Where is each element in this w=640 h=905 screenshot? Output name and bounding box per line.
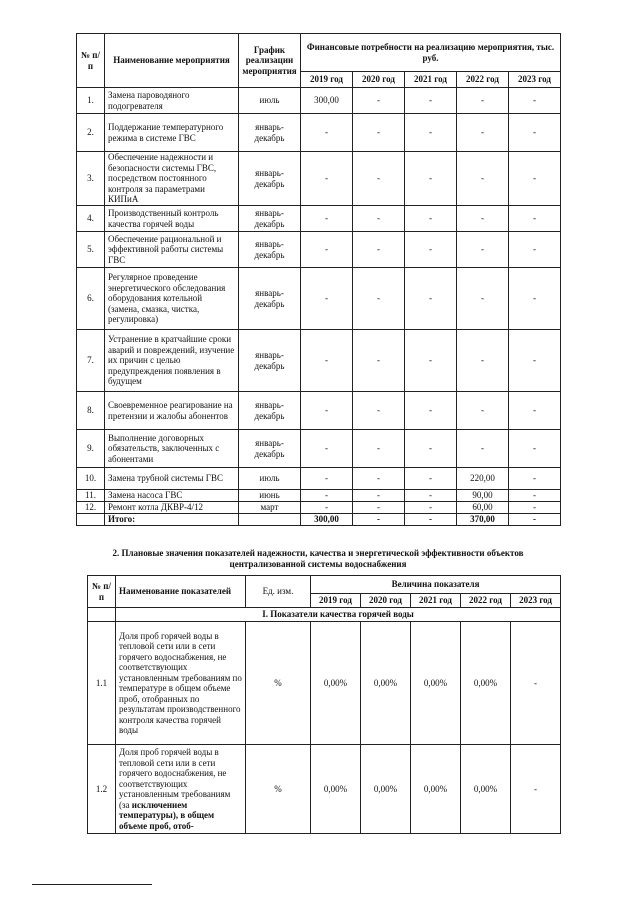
row-value: - bbox=[509, 392, 561, 430]
table-row bbox=[77, 490, 561, 502]
row-value: - bbox=[457, 114, 509, 152]
row-num: 9. bbox=[77, 430, 105, 468]
financial-needs-table bbox=[76, 33, 561, 526]
row-value: - bbox=[353, 490, 405, 502]
row-value: - bbox=[511, 745, 561, 834]
total-value: - bbox=[353, 514, 405, 526]
table-row bbox=[88, 622, 561, 745]
row-value: - bbox=[405, 152, 457, 206]
row-value: 0,00% bbox=[461, 745, 511, 834]
row-schedule: январь-декабрь bbox=[239, 392, 301, 430]
row-value: - bbox=[301, 468, 353, 490]
row-schedule: март bbox=[239, 502, 301, 514]
row-value: 0,00% bbox=[311, 622, 361, 745]
row-name: Замена пароводяного подогревателя bbox=[105, 88, 239, 114]
row-num: 10. bbox=[77, 468, 105, 490]
row-value: - bbox=[301, 206, 353, 232]
row-value: - bbox=[301, 114, 353, 152]
row-schedule: январь-декабрь bbox=[239, 114, 301, 152]
row-value: - bbox=[405, 88, 457, 114]
row-value: 60,00 bbox=[457, 502, 509, 514]
total-num-cell bbox=[77, 514, 105, 526]
row-num: 1.2 bbox=[88, 745, 116, 834]
t1-year: 2022 год bbox=[457, 72, 509, 88]
row-value: - bbox=[405, 468, 457, 490]
row-schedule: январь-декабрь bbox=[239, 268, 301, 330]
row-value: - bbox=[405, 206, 457, 232]
row-value: - bbox=[405, 330, 457, 392]
table-row bbox=[77, 430, 561, 468]
row-value: - bbox=[509, 268, 561, 330]
t1-year: 2023 год bbox=[509, 72, 561, 88]
row-name: Замена трубной системы ГВС bbox=[105, 468, 239, 490]
row-num: 5. bbox=[77, 232, 105, 268]
row-value: - bbox=[301, 430, 353, 468]
row-name bbox=[116, 745, 246, 834]
row-schedule: июль bbox=[239, 468, 301, 490]
t2-year: 2021 год bbox=[411, 594, 461, 608]
row-name: Производственный контроль качества горячей воды bbox=[105, 206, 239, 232]
row-value: - bbox=[405, 268, 457, 330]
row-value: - bbox=[405, 430, 457, 468]
row-value: - bbox=[301, 502, 353, 514]
t2-header-num: № п/п bbox=[88, 576, 116, 608]
row-value: - bbox=[457, 268, 509, 330]
t2-year: 2023 год bbox=[511, 594, 561, 608]
subheader-empty-cell bbox=[88, 608, 116, 622]
row-value: - bbox=[301, 268, 353, 330]
row-schedule: январь-декабрь bbox=[239, 330, 301, 392]
t1-year: 2019 год bbox=[301, 72, 353, 88]
section2-title: 2. Плановые значения показателей надежности, качества и энергетической эффективности объектов централизованной системы водоснабжения bbox=[112, 548, 524, 569]
t2-header-value: Величина показателя bbox=[311, 576, 561, 594]
row-num: 6. bbox=[77, 268, 105, 330]
row-name-bold: исключением температуры), в общем объеме проб, отоб- bbox=[119, 799, 215, 831]
row-value: - bbox=[509, 232, 561, 268]
table-row bbox=[77, 114, 561, 152]
t2-year: 2020 год bbox=[361, 594, 411, 608]
row-value: - bbox=[457, 206, 509, 232]
row-name: Выполнение договорных обязательств, заключенных с абонентами bbox=[105, 430, 239, 468]
t1-header-name: Наименование мероприятия bbox=[105, 34, 239, 88]
row-num: 11. bbox=[77, 490, 105, 502]
table-row bbox=[77, 502, 561, 514]
table-row bbox=[77, 232, 561, 268]
row-value: 90,00 bbox=[457, 490, 509, 502]
row-value: 0,00% bbox=[411, 622, 461, 745]
table-row bbox=[77, 268, 561, 330]
t1-header-schedule: График реализации мероприятия bbox=[239, 34, 301, 88]
table1-header-row bbox=[77, 34, 561, 72]
row-value: - bbox=[457, 392, 509, 430]
row-value: - bbox=[509, 114, 561, 152]
row-value: - bbox=[405, 392, 457, 430]
row-value: - bbox=[405, 502, 457, 514]
row-value: - bbox=[353, 152, 405, 206]
row-num: 1.1 bbox=[88, 622, 116, 745]
row-value: - bbox=[301, 330, 353, 392]
t1-header-finance: Финансовые потребности на реализацию мероприятия, тыс. руб. bbox=[301, 34, 561, 72]
total-schedule-cell bbox=[239, 514, 301, 526]
row-value: - bbox=[301, 232, 353, 268]
row-value: - bbox=[353, 468, 405, 490]
row-num: 1. bbox=[77, 88, 105, 114]
row-value: - bbox=[509, 206, 561, 232]
row-value: - bbox=[353, 268, 405, 330]
total-value: - bbox=[405, 514, 457, 526]
row-name: Обеспечение надежности и безопасности системы ГВС, посредством постоянного контроля за параметрами КИПиА bbox=[105, 152, 239, 206]
row-value: - bbox=[353, 330, 405, 392]
row-value: 0,00% bbox=[361, 622, 411, 745]
row-name: Устранение в кратчайшие сроки аварий и повреждений, изучение их причин с целью предупреждения появления в будущем bbox=[105, 330, 239, 392]
row-value: 300,00 bbox=[301, 88, 353, 114]
row-value: - bbox=[509, 152, 561, 206]
t2-header-unit: Ед. изм. bbox=[246, 576, 311, 608]
row-value: - bbox=[353, 430, 405, 468]
row-value: - bbox=[457, 232, 509, 268]
table1-total-row bbox=[77, 514, 561, 526]
row-value: - bbox=[301, 152, 353, 206]
row-value: 0,00% bbox=[311, 745, 361, 834]
row-value: - bbox=[353, 88, 405, 114]
row-num: 2. bbox=[77, 114, 105, 152]
row-value: - bbox=[509, 430, 561, 468]
row-value: - bbox=[301, 490, 353, 502]
row-value: 0,00% bbox=[411, 745, 461, 834]
table2-header-row bbox=[88, 576, 561, 594]
row-num: 8. bbox=[77, 392, 105, 430]
row-value: - bbox=[509, 88, 561, 114]
row-value: - bbox=[509, 330, 561, 392]
t2-header-name: Наименование показателей bbox=[116, 576, 246, 608]
row-value: - bbox=[353, 206, 405, 232]
row-value: - bbox=[457, 430, 509, 468]
t1-header-num: № п/п bbox=[77, 34, 105, 88]
row-value: - bbox=[405, 232, 457, 268]
total-label: Итого: bbox=[105, 514, 239, 526]
row-value: - bbox=[405, 490, 457, 502]
t1-year: 2021 год bbox=[405, 72, 457, 88]
table-row bbox=[77, 392, 561, 430]
row-name: Регулярное проведение энергетического обследования оборудования котельной (замена, смазка, чистка, регулировка) bbox=[105, 268, 239, 330]
row-schedule: январь-декабрь bbox=[239, 232, 301, 268]
t1-year: 2020 год bbox=[353, 72, 405, 88]
row-num: 3. bbox=[77, 152, 105, 206]
indicators-table bbox=[87, 575, 561, 834]
t2-year: 2022 год bbox=[461, 594, 511, 608]
row-name: Поддержание температурного режима в системе ГВС bbox=[105, 114, 239, 152]
row-num: 4. bbox=[77, 206, 105, 232]
row-value: - bbox=[509, 468, 561, 490]
row-name: Обеспечение рациональной и эффективной работы системы ГВС bbox=[105, 232, 239, 268]
row-value: - bbox=[301, 392, 353, 430]
row-value: - bbox=[353, 114, 405, 152]
row-value: - bbox=[509, 502, 561, 514]
table-row bbox=[77, 206, 561, 232]
total-value: 300,00 bbox=[301, 514, 353, 526]
row-value: - bbox=[511, 622, 561, 745]
row-name: Замена насоса ГВС bbox=[105, 490, 239, 502]
row-value: 0,00% bbox=[361, 745, 411, 834]
footnote-divider bbox=[32, 884, 152, 885]
table-row bbox=[77, 330, 561, 392]
table-row bbox=[88, 745, 561, 834]
row-name-plain: Доля проб горячей воды в тепловой сети или в сети горячего водоснабжения, не соответствующих установленным требованиям (за bbox=[119, 747, 231, 810]
row-value: - bbox=[353, 232, 405, 268]
table-row bbox=[77, 88, 561, 114]
table2-subheader-row bbox=[88, 608, 561, 622]
row-name: Доля проб горячей воды в тепловой сети или в сети горячего водоснабжения, не соответствующих установленным требованиям по температуре в общем объеме проб, отобранных по результатам производственного контроля качества горячей воды bbox=[116, 622, 246, 745]
row-num: 12. bbox=[77, 502, 105, 514]
row-value: - bbox=[457, 88, 509, 114]
row-schedule: январь-декабрь bbox=[239, 152, 301, 206]
table-row bbox=[77, 152, 561, 206]
row-name: Ремонт котла ДКВР-4/12 bbox=[105, 502, 239, 514]
row-num: 7. bbox=[77, 330, 105, 392]
row-name: Своевременное реагирование на претензии и жалобы абонентов bbox=[105, 392, 239, 430]
subheader-label: I. Показатели качества горячей воды bbox=[116, 608, 561, 622]
total-value: - bbox=[509, 514, 561, 526]
table-row bbox=[77, 468, 561, 490]
row-value: - bbox=[353, 392, 405, 430]
row-schedule: июнь bbox=[239, 490, 301, 502]
row-value: - bbox=[353, 502, 405, 514]
row-schedule: июль bbox=[239, 88, 301, 114]
total-value: 370,00 bbox=[457, 514, 509, 526]
row-value: - bbox=[457, 152, 509, 206]
row-schedule: январь-декабрь bbox=[239, 430, 301, 468]
row-value: - bbox=[509, 490, 561, 502]
row-unit: % bbox=[246, 622, 311, 745]
t2-year: 2019 год bbox=[311, 594, 361, 608]
row-value: 0,00% bbox=[461, 622, 511, 745]
row-value: - bbox=[405, 114, 457, 152]
row-unit: % bbox=[246, 745, 311, 834]
row-value: 220,00 bbox=[457, 468, 509, 490]
row-value: - bbox=[457, 330, 509, 392]
row-schedule: январь-декабрь bbox=[239, 206, 301, 232]
